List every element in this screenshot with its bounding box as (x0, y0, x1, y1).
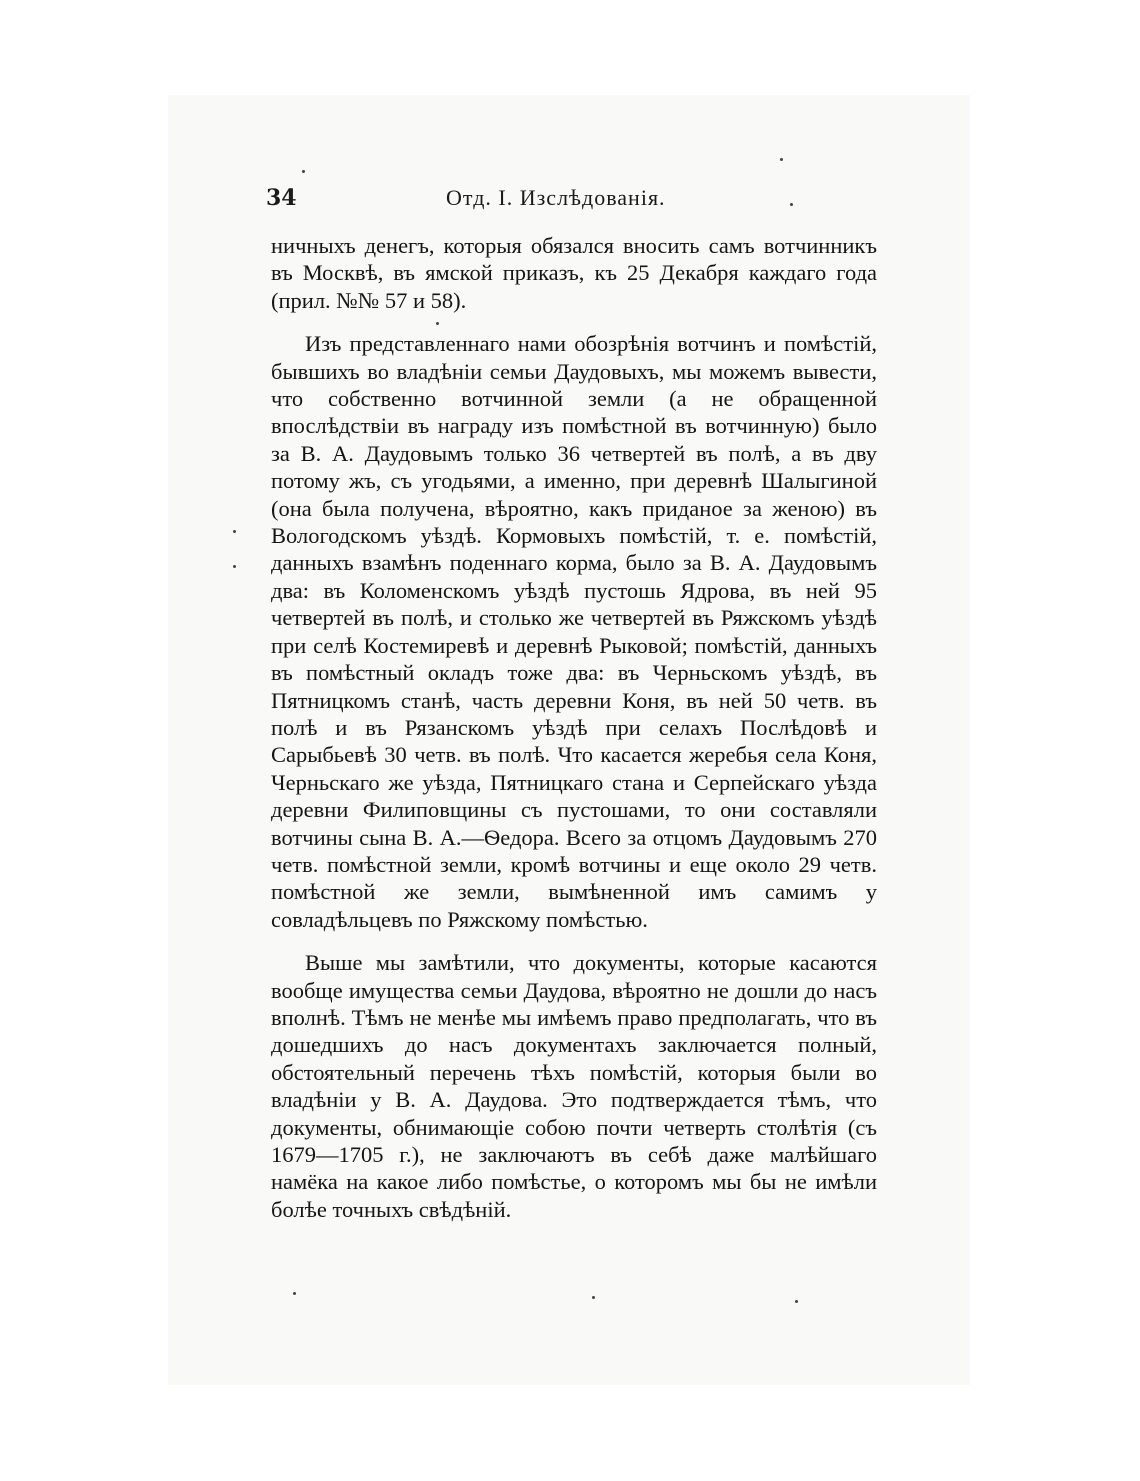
print-speck (780, 158, 783, 161)
page-header (266, 180, 878, 220)
paragraph: Изъ представленнаго нами обозрѣнія вотчинъ и помѣстій, бывшихъ во владѣніи семьи Даудовыхъ, мы можемъ вывести, что собственно вотчинной земли (а не обращенной впослѣдствіи въ награду изъ помѣстной въ вотчинную) было за В. А. Даудовымъ только 36 четвертей въ полѣ, а въ дву потому жъ, съ угодьями, а именно, при деревнѣ Шалыгиной (она была получена, вѣроятно, какъ приданое за женою) въ Вологодскомъ уѣздѣ. Кормовыхъ помѣстій, т. е. помѣстій, данныхъ взамѣнъ поденнаго корма, было за В. А. Даудовымъ два: въ Коломенскомъ уѣздѣ пустошь Ядрова, въ ней 95 четвертей въ полѣ, и столько же четвертей въ Ряжскомъ уѣздѣ при селѣ Костемиревѣ и деревнѣ Рыковой; помѣстій, данныхъ въ помѣстный окладъ тоже два: въ Черньскомъ уѣздѣ, въ Пятницкомъ станѣ, часть деревни Коня, въ ней 50 четв. въ полѣ и въ Рязанскомъ уѣздѣ при селахъ Послѣдовѣ и Сарыбьевѣ 30 четв. въ полѣ. Что касается жеребья села Коня, Черньскаго же уѣзда, Пятницкаго стана и Серпейскаго уѣзда деревни Филиповщины съ пустошами, то они составляли вотчины сына В. А.—Ѳедора. Всего за отцомъ Даудовымъ 270 четв. помѣстной земли, кромѣ вотчины и еще около 29 четв. помѣстной же земли, вымѣненной имъ самимъ у совладѣльцевъ по Ряжскому помѣстью. (271, 331, 877, 932)
running-head: Отд. I. Изслѣдованія. (446, 185, 666, 210)
paragraph: Выше мы замѣтили, что документы, которые касаются вообще имущества семьи Даудова, вѣроятно не дошли до насъ вполнѣ. Тѣмъ не менѣе мы имѣемъ право предполагать, что въ дошедшихъ до насъ документахъ заключается полный, обстоятельный перечень тѣхъ помѣстій, которыя были во владѣніи у В. А. Даудова. Это подтверждается тѣмъ, что документы, обнимающіе собою почти четверть столѣтія (съ 1679—1705 г.), не заключаютъ въ себѣ даже малѣйшаго намёка на какое либо помѣстье, о которомъ мы бы не имѣли болѣе точныхъ свѣдѣній. (271, 950, 877, 1222)
print-speck (302, 170, 305, 173)
print-speck (233, 565, 236, 568)
print-speck (592, 1296, 595, 1299)
print-speck (795, 1300, 798, 1303)
print-speck (293, 1292, 296, 1295)
paragraph: ничныхъ денегъ, которыя обязался вносить самъ вотчинникъ въ Москвѣ, въ ямской приказъ, къ 25 Декабря каждаго года (прил. №№ 57 и 58). (271, 233, 877, 313)
page-number: 34 (266, 185, 297, 211)
print-speck (233, 530, 236, 533)
body-text (271, 232, 877, 1223)
